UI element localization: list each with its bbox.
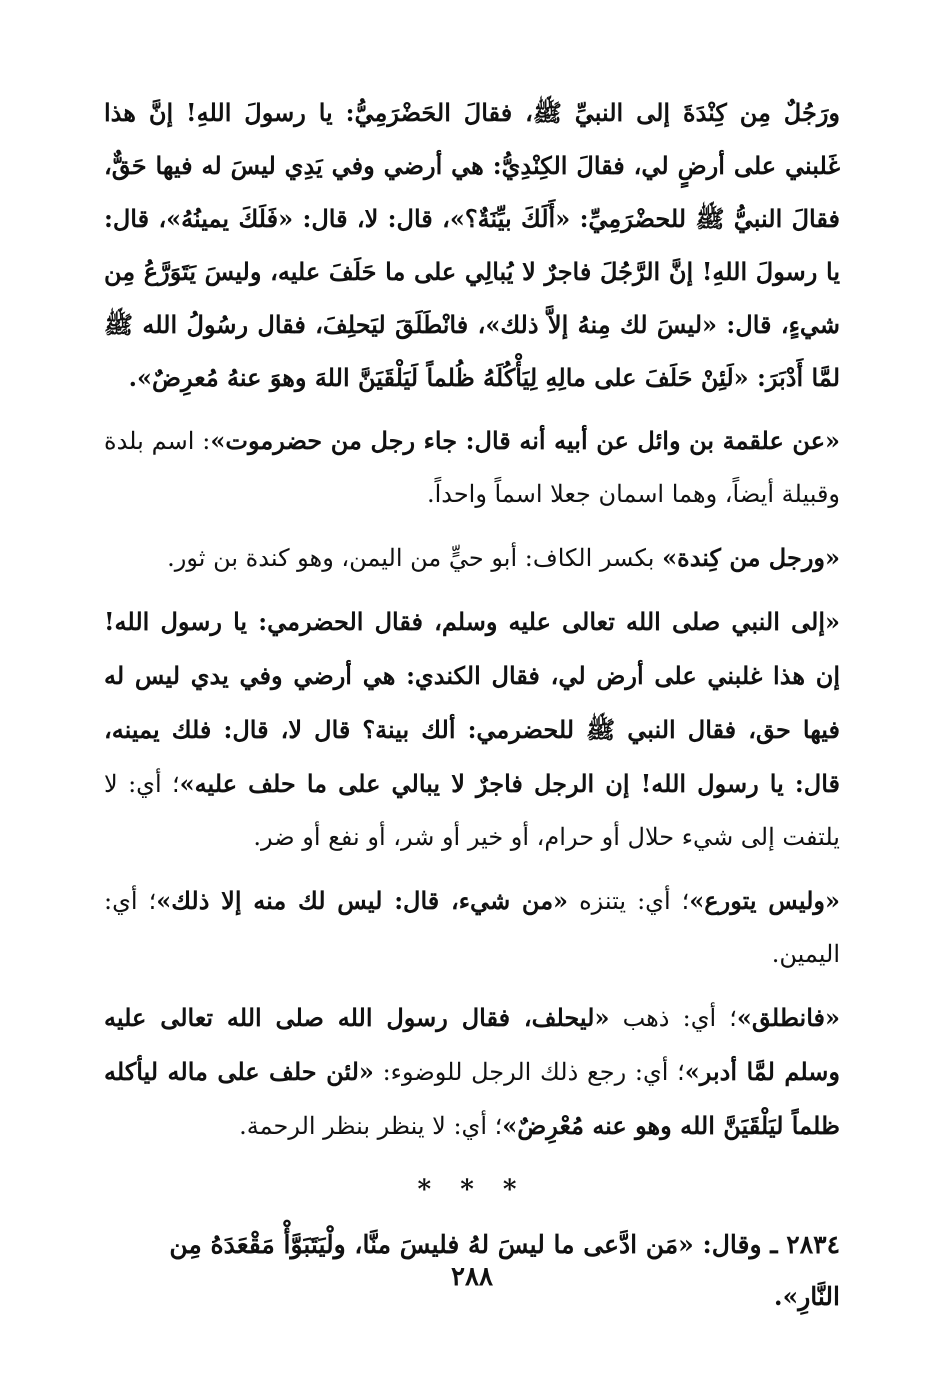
- hadith-text-paragraph: ورَجُلٌ مِن كِنْدَةَ إلى النبيِّ ﷺ، فقالَ الحَضْرَمِيُّ: يا رسولَ اللهِ! إنَّ هذا غَلبني على أرضٍ لي، فقالَ الكِنْدِيُّ: هي أرضي وفي يَدِي ليسَ له فيها حَقٌّ، فقالَ النبيُّ ﷺ للحضْرَمِيِّ: «أَلَكَ بيِّنَةٌ؟»، قال: لا، قال: «فَلَكَ يمينُهُ»، قال: يا رسولَ اللهِ! إنَّ الرَّجُلَ فاجرٌ لا يُبالِي على ما حَلَفَ عليه، وليسَ يَتَوَرَّعُ مِن شيءٍ، قال: «ليسَ لك مِنهُ إلاَّ ذلك»، فانْطَلَقَ ليَحلِفَ، فقال رسُولُ الله ﷺ لمَّا أَدْبَرَ: «لَئِنْ حَلَفَ على مالِهِ لِيَأْكُلَهُ ظُلماً لَيَلْقَيَنَّ اللهَ وهوَ عنهُ مُعرِضٌ».: [104, 98, 840, 392]
- commentary-text: : اسم بلدة وقبيلة أيضاً، وهما اسمان جعلا اسماً واحداً.: [104, 427, 840, 508]
- page-body: [104, 86, 840, 1323]
- commentary-text: ؛ أي: لا يلتفت إلى شيء حلال أو حرام، أو خير أو شر، أو نفع أو ضر.: [104, 770, 840, 851]
- hadith-2834: ٢٨٣٤ ـ وقال: «مَن ادَّعى ما ليسَ لهُ فليسَ منَّا، ولْيَتَبَوَّأْ مَقْعَدَهُ مِن النَّارِ».: [169, 1230, 840, 1311]
- spacer: [104, 585, 840, 595]
- quoted-text: «فانطلق»: [736, 1003, 840, 1032]
- spacer: [104, 981, 840, 991]
- quoted-text: «عن علقمة بن وائل عن أبيه أنه قال: جاء رجل من حضرموت»: [210, 426, 841, 455]
- commentary-text: ؛ أي: رجع ذلك الرجل للوضوء:: [373, 1058, 685, 1086]
- commentary-paragraph-1: [104, 414, 840, 521]
- spacer: [104, 521, 840, 531]
- commentary-paragraph-2: [104, 531, 840, 585]
- commentary-paragraph-4: [104, 874, 840, 981]
- section-separator: * * *: [417, 1175, 527, 1205]
- page-number: ٢٨٨: [451, 1262, 493, 1292]
- commentary-text: ؛ أي: لا ينظر بنظر الرحمة.: [239, 1112, 503, 1140]
- quoted-text: «وليس يتورع»: [689, 886, 841, 915]
- spacer: [104, 864, 840, 874]
- quoted-text: «ليحلف، فقال رسول الله صلى الله تعالى عليه وسلم لمَّا أدبر»: [104, 1003, 841, 1086]
- quoted-text: «ورجل من كِندة»: [662, 543, 840, 572]
- commentary-text: بكسر الكاف: أبو حيٍّ من اليمن، وهو كندة بن ثور.: [167, 544, 663, 572]
- quoted-text: «من شيء، قال: ليس لك منه إلا ذلك»: [156, 886, 569, 915]
- commentary-text: ؛ أي: ذهب: [609, 1004, 737, 1032]
- commentary-paragraph-3: [104, 595, 840, 864]
- commentary-text: ؛ أي: اليمين.: [104, 887, 840, 968]
- quoted-text: «إلى النبي صلى الله تعالى عليه وسلم، فقال الحضرمي: يا رسول الله! إن هذا غلبني على أرض لي، فقال الكندي: هي أرضي وفي يدي ليس له فيها حق، فقال النبي ﷺ للحضرمي: ألك بينة؟ قال لا، قال: فلك يمينه، قال: يا رسول الله! إن الرجل فاجرٌ لا يبالي على ما حلف عليه»: [104, 607, 840, 798]
- spacer: [104, 404, 840, 414]
- commentary-paragraph-5: [104, 991, 840, 1153]
- quoted-text: «لئن حلف على ماله ليأكله ظلماً ليَلْقَيَنَّ الله وهو عنه مُعْرِضٌ»: [104, 1057, 840, 1140]
- commentary-text: ؛ أي: يتنزه: [568, 887, 690, 915]
